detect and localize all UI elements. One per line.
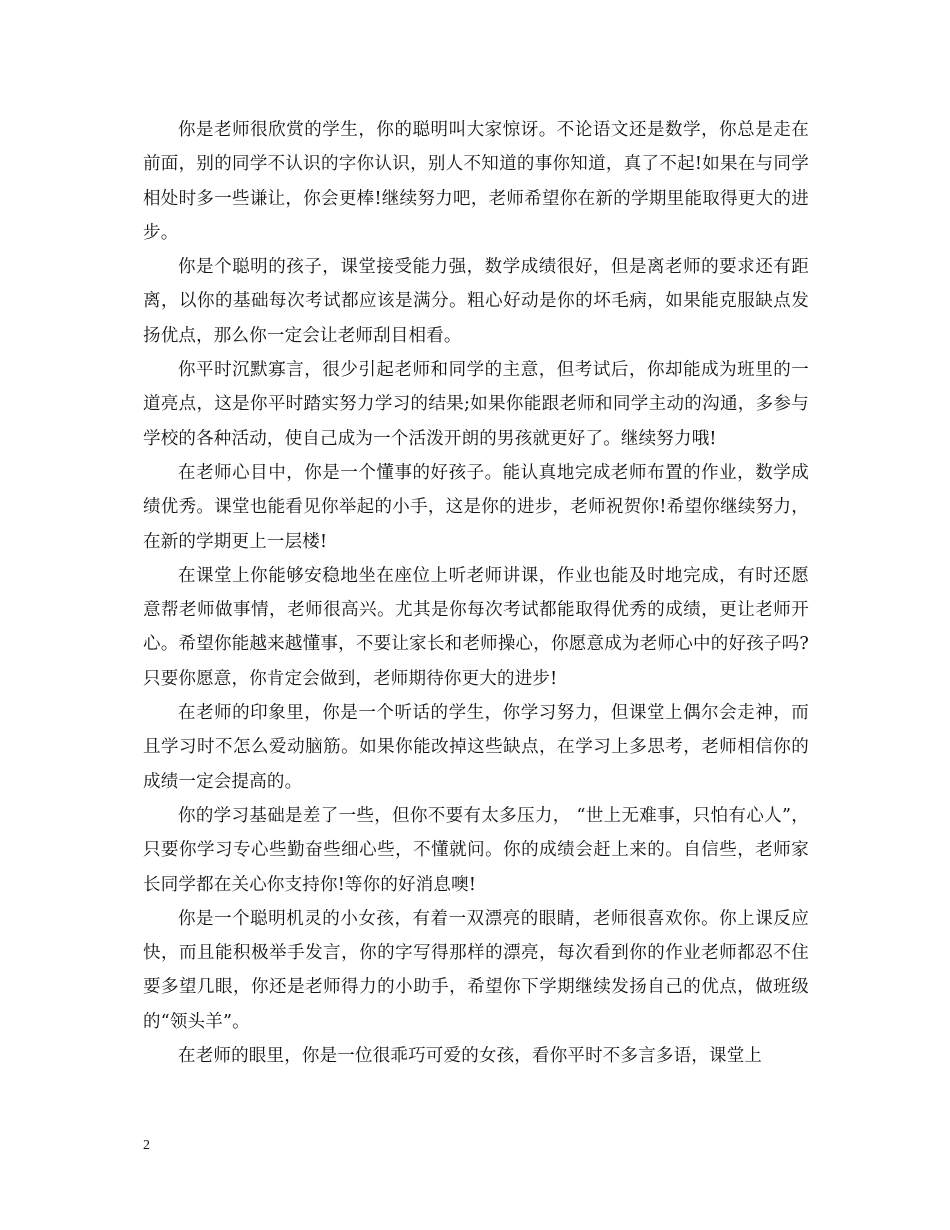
paragraph: 你是个聪明的孩子，课堂接受能力强，数学成绩很好，但是离老师的要求还有距离，以你的基础每次考试都应该是满分。粗心好动是你的坏毛病，如果能克服缺点发扬优点，那么你一定会让老师刮目相看。 — [143, 257, 809, 346]
paragraph: 在老师的眼里，你是一位很乖巧可爱的女孩，看你平时不多言多语，课堂上 — [178, 1046, 763, 1067]
document-body — [143, 113, 809, 1073]
page-number: 2 — [143, 1138, 150, 1153]
paragraph: 你是老师很欣赏的学生，你的聪明叫大家惊讶。不论语文还是数学，你总是走在前面，别的同学不认识的字你认识，别人不知道的事你知道，真了不起!如果在与同学相处时多一些谦让，你会更棒!继续努力吧，老师希望你在新的学期里能取得更大的进步。 — [143, 120, 809, 243]
paragraph: 你是一个聪明机灵的小女孩，有着一双漂亮的眼睛，老师很喜欢你。你上课反应快，而且能积极举手发言，你的字写得那样的漂亮，每次看到你的作业老师都忍不住要多望几眼，你还是老师得力的小助手，希望你下学期继续发扬自己的优点，做班级的“领头羊”。 — [143, 908, 809, 1032]
paragraph: 你平时沉默寡言，很少引起老师和同学的主意，但考试后，你却能成为班里的一道亮点，这是你平时踏实努力学习的结果;如果你能跟老师和同学主动的沟通，多参与学校的各种活动，使自己成为一个活泼开朗的男孩就更好了。继续努力哦! — [143, 360, 809, 449]
paragraph: 在老师的印象里，你是一个听话的学生，你学习努力，但课堂上偶尔会走神，而且学习时不怎么爱动脑筋。如果你能改掉这些缺点，在学习上多思考，老师相信你的成绩一定会提高的。 — [143, 703, 809, 792]
paragraph: 你的学习基础是差了一些，但你不要有太多压力， “世上无难事，只怕有心人”，只要你学习专心些勤奋些细心些，不懂就问。你的成绩会赶上来的。自信些，老师家长同学都在关心你支持你!等你的好消息噢! — [143, 805, 809, 895]
paragraph: 在老师心目中，你是一个懂事的好孩子。能认真地完成老师布置的作业，数学成绩优秀。课堂也能看见你举起的小手，这是你的进步，老师祝贺你!希望你继续努力，在新的学期更上一层楼! — [143, 462, 809, 552]
paragraph: 在课堂上你能够安稳地坐在座位上听老师讲课，作业也能及时地完成，有时还愿意帮老师做事情，老师很高兴。尤其是你每次考试都能取得优秀的成绩，更让老师开心。希望你能越来越懂事，不要让家长和老师操心，你愿意成为老师心中的好孩子吗?只要你愿意，你肯定会做到，老师期待你更大的进步! — [143, 565, 809, 689]
